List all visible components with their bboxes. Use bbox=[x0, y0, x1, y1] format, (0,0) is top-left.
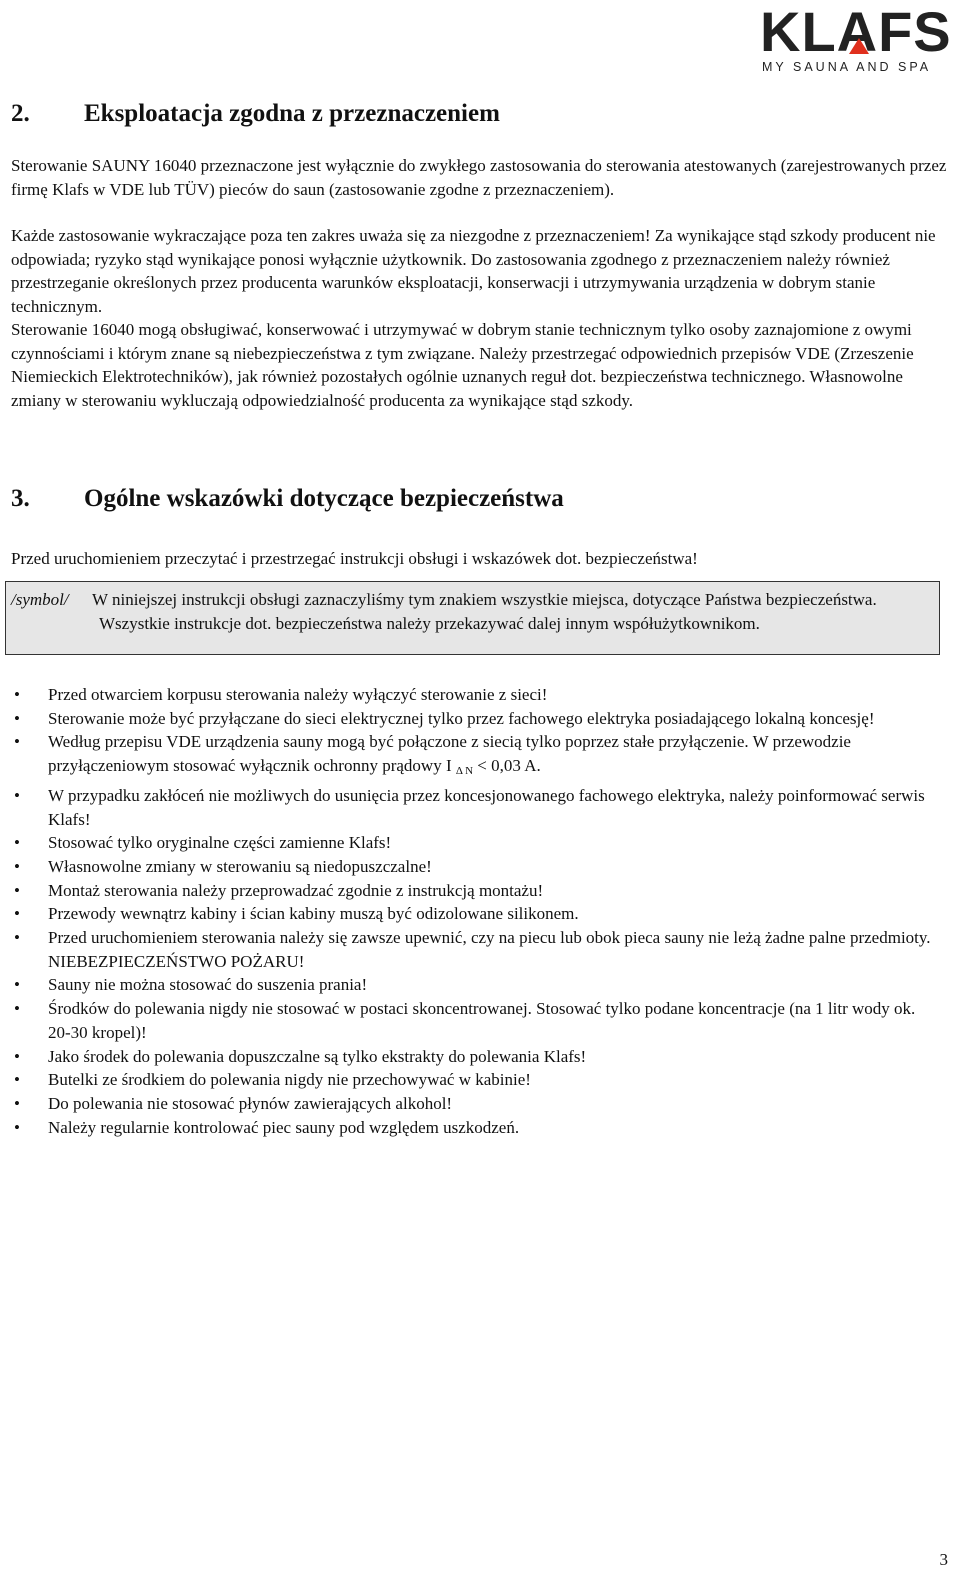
list-item: • Stosować tylko oryginalne części zamienne Klafs! bbox=[11, 831, 941, 855]
notice-text: W niniejszej instrukcji obsługi zaznaczyliśmy tym znakiem wszystkie miejsca, dotyczące Państwa bezpieczeństwa. Wszystkie instrukcje dot. bezpieczeństwa należy przekazywać dalej innym współużytkownikom. bbox=[92, 590, 877, 633]
section-3-heading bbox=[11, 484, 564, 514]
safety-bullet-list bbox=[11, 683, 941, 1139]
section-2-number: 2. bbox=[11, 100, 30, 127]
section-2-paragraph-1: Sterowanie SAUNY 16040 przeznaczone jest wyłącznie do zwykłego zastosowania do sterowania atestowanych (zarejestrowanych przez firmę Klafs w VDE lub TÜV) pieców do saun (zastosowanie zgodne z przeznaczeniem). bbox=[11, 156, 947, 199]
bullet-icon: • bbox=[14, 685, 20, 704]
list-item: • Według przepisu VDE urządzenia sauny mogą być połączone z siecią tylko poprzez stałe przyłączenie. W przewodzie przyłączeniowym stosować wyłącznik ochronny prądowy I $_{\Delta N}$ < 0,03 A. bbox=[14, 732, 851, 778]
logo-wordmark: KLAFS bbox=[760, 0, 952, 63]
rcd-value: < 0,03 A. bbox=[473, 756, 541, 776]
list-item: • Przed uruchomieniem sterowania należy się zawsze upewnić, czy na piecu lub obok pieca sauny nie leżą żadne palne przedmioty. NIEBEZPIECZEŃSTWO POŻARU! bbox=[14, 928, 931, 971]
bullet-icon: • bbox=[14, 1046, 20, 1066]
list-item: • Sterowanie może być przyłączane do sieci elektrycznej tylko przez fachowego elektryka posiadającego lokalną koncesję! bbox=[11, 707, 941, 731]
section-3-intro: Przed uruchomieniem przeczytać i przestrzegać instrukcji obsługi i wskazówek dot. bezpieczeństwa! bbox=[11, 549, 698, 568]
list-item: • Środków do polewania nigdy nie stosować w postaci skoncentrowanej. Stosować tylko podane koncentracje (na 1 litr wody ok. 20-30 kropel)! bbox=[14, 999, 916, 1042]
list-item: • Własnowolne zmiany w sterowaniu są niedopuszczalne! bbox=[11, 855, 941, 879]
bullet-icon: • bbox=[14, 928, 20, 948]
rcd-subscript: Δ N bbox=[455, 765, 474, 778]
section-2-paragraph-2: Każde zastosowanie wykraczające poza ten zakres uważa się za niezgodne z przeznaczeniem! Za wynikające stąd szkody producent nie odpowiada; ryzyko stąd wynikające ponosi wyłącznie użytkownik. Do zastosowania zgodnego z przeznaczeniem należy również przestrzeganie określonych przez producenta warunków eksploatacji, konserwacji i utrzymywania urządzenia w dobrym stanie technicznym. bbox=[11, 226, 936, 316]
bullet-icon: • bbox=[14, 732, 20, 752]
bullet-icon: • bbox=[14, 904, 20, 924]
bullet-icon: • bbox=[14, 708, 20, 728]
bullet-icon: • bbox=[14, 785, 20, 805]
section-2-paragraph-3: Sterowanie 16040 mogą obsługiwać, konserwować i utrzymywać w dobrym stanie technicznym tylko osoby zaznajomione z owymi czynnościami i którym znane są niebezpieczeństwa z tym związane. Należy przestrzegać odpowiednich przepisów VDE (Zrzeszenie Niemieckich Elektrotechników), jak również pozostałych ogólnie uznanych reguł dot. bezpieczeństwa technicznego. Własnowolne zmiany w sterowaniu wykluczają odpowiedzialność producenta za wynikające stąd szkody. bbox=[11, 320, 914, 410]
list-item: • Do polewania nie stosować płynów zawierających alkohol! bbox=[11, 1092, 941, 1116]
list-item: • Montaż sterowania należy przeprowadzać zgodnie z instrukcją montażu! bbox=[11, 879, 941, 903]
list-item: • Butelki ze środkiem do polewania nigdy nie przechowywać w kabinie! bbox=[11, 1068, 941, 1092]
list-item: • Sauny nie można stosować do suszenia prania! bbox=[11, 973, 941, 997]
bullet-icon: • bbox=[14, 999, 20, 1019]
list-item: • W przypadku zakłóceń nie możliwych do usunięcia przez koncesjonowanego fachowego elektryka, należy poinformować serwis Klafs! bbox=[14, 785, 925, 829]
safety-notice-box bbox=[5, 581, 940, 655]
bullet-icon: • bbox=[14, 880, 20, 900]
section-3-title: Ogólne wskazówki dotyczące bezpieczeństwa bbox=[84, 485, 564, 512]
section-2-title: Eksploatacja zgodna z przeznaczeniem bbox=[84, 100, 500, 127]
bullet-icon: • bbox=[14, 833, 20, 853]
page-number: 3 bbox=[939, 1550, 948, 1569]
bullet-icon: • bbox=[14, 1070, 20, 1090]
list-item: • Przed otwarciem korpusu sterowania należy wyłączyć sterowanie z sieci! bbox=[11, 683, 941, 707]
bullet-icon: • bbox=[14, 1093, 20, 1113]
bullet-icon: • bbox=[14, 856, 20, 876]
list-item: • Przewody wewnątrz kabiny i ścian kabiny muszą być odizolowane silikonem. bbox=[11, 902, 941, 926]
section-2-heading bbox=[11, 99, 500, 129]
notice-symbol-label: /symbol/ bbox=[11, 590, 69, 609]
list-item: • Należy regularnie kontrolować piec sauny pod względem uszkodzeń. bbox=[11, 1116, 941, 1140]
klafs-logo bbox=[760, 2, 950, 74]
bullet-icon: • bbox=[14, 975, 20, 995]
logo-triangle-icon bbox=[849, 38, 869, 54]
logo-tagline: MY SAUNA AND SPA bbox=[762, 60, 932, 74]
list-item: • Jako środek do polewania dopuszczalne są tylko ekstrakty do polewania Klafs! bbox=[11, 1045, 941, 1069]
section-3-number: 3. bbox=[11, 485, 30, 512]
bullet-icon: • bbox=[14, 1117, 20, 1137]
